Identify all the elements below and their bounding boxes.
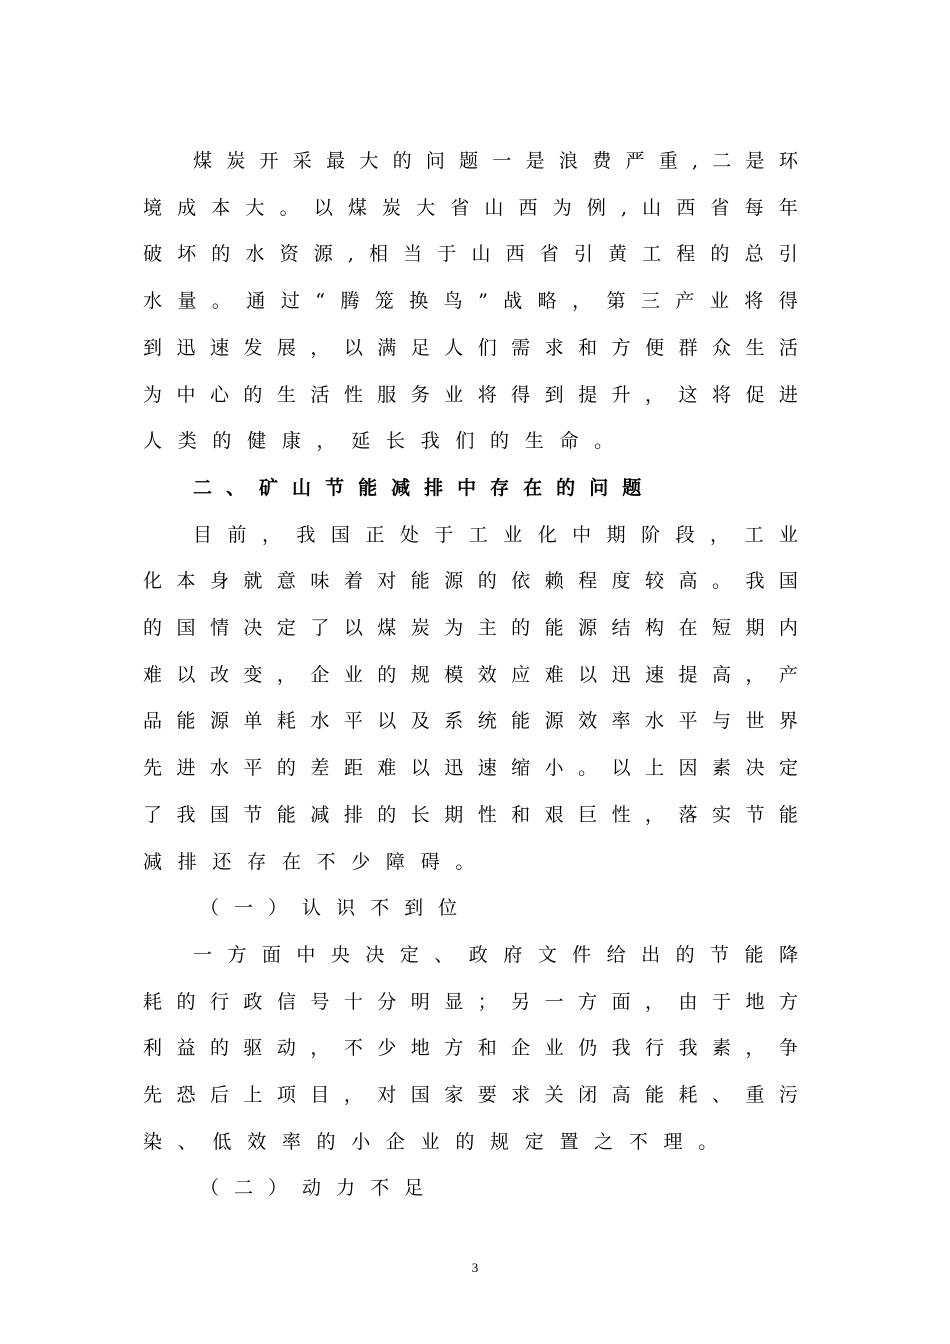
text-line: 先 恐 后 上 项 目 ， 对 国 家 要 求 关 闭 高 能 耗 、 重 污 — [143, 1084, 798, 1106]
text-line: 减 排 还 存 在 不 少 障 碍 。 — [143, 850, 475, 873]
text-line: 破 坏 的 水 资 源 , 相 当 于 山 西 省 引 黄 工 程 的 总 引 — [143, 243, 798, 266]
text-line: 到 迅 速 发 展 ， 以 满 足 人 们 需 求 和 方 便 群 众 生 活 — [143, 336, 798, 359]
text-line: 目 前 ， 我 国 正 处 于 工 业 化 中 期 阶 段 ， 工 业 — [193, 523, 798, 546]
text-line: 染 、 低 效 率 的 小 企 业 的 规 定 置 之 不 理 。 — [143, 1130, 718, 1153]
text-line: 耗 的 行 政 信 号 十 分 明 显 ； 另 一 方 面 ， 由 于 地 方 — [143, 990, 798, 1013]
text-line: 了 我 国 节 能 减 排 的 长 期 性 和 艰 巨 性 ， 落 实 节 能 — [143, 803, 798, 826]
text-line: 一 方 面 中 央 决 定 、 政 府 文 件 给 出 的 节 能 降 — [193, 943, 798, 966]
text-line: 煤 炭 开 采 最 大 的 问 题 一 是 浪 费 严 重 , 二 是 环 — [193, 150, 798, 172]
text-line: 利 益 的 驱 动 ， 不 少 地 方 和 企 业 仍 我 行 我 素 ， 争 — [143, 1037, 798, 1060]
text-line: 难 以 改 变 ， 企 业 的 规 模 效 应 难 以 迅 速 提 高 ， 产 — [143, 663, 798, 686]
text-line: 品 能 源 单 耗 水 平 以 及 系 统 能 源 效 率 水 平 与 世 界 — [143, 710, 798, 733]
text-line: 化 本 身 就 意 味 着 对 能 源 的 依 赖 程 度 较 高 。 我 国 — [143, 570, 798, 593]
text-line: 为 中 心 的 生 活 性 服 务 业 将 得 到 提 升 ， 这 将 促 进 — [143, 383, 798, 406]
text-line: 的 国 情 决 定 了 以 煤 炭 为 主 的 能 源 结 构 在 短 期 内 — [143, 617, 798, 639]
text-line: 先 进 水 平 的 差 距 难 以 迅 速 缩 小 。 以 上 因 素 决 定 — [143, 757, 798, 780]
subsection-heading: （ 二 ） 动 力 不 足 — [200, 1177, 424, 1200]
subsection-heading: （ 一 ） 认 识 不 到 位 — [200, 897, 458, 920]
text-line: 人 类 的 健 康 ， 延 长 我 们 的 生 命 。 — [143, 430, 614, 453]
text-line: 水 量 。 通 过 “ 腾 笼 换 鸟 ” 战 略 ， 第 三 产 业 将 得 — [143, 290, 798, 313]
page-number: 3 — [471, 1260, 479, 1275]
text-line: 境 成 本 大 。 以 煤 炭 大 省 山 西 为 例 , 山 西 省 每 年 — [143, 196, 798, 219]
section-heading: 二 、 矿 山 节 能 减 排 中 存 在 的 问 题 — [193, 476, 642, 499]
